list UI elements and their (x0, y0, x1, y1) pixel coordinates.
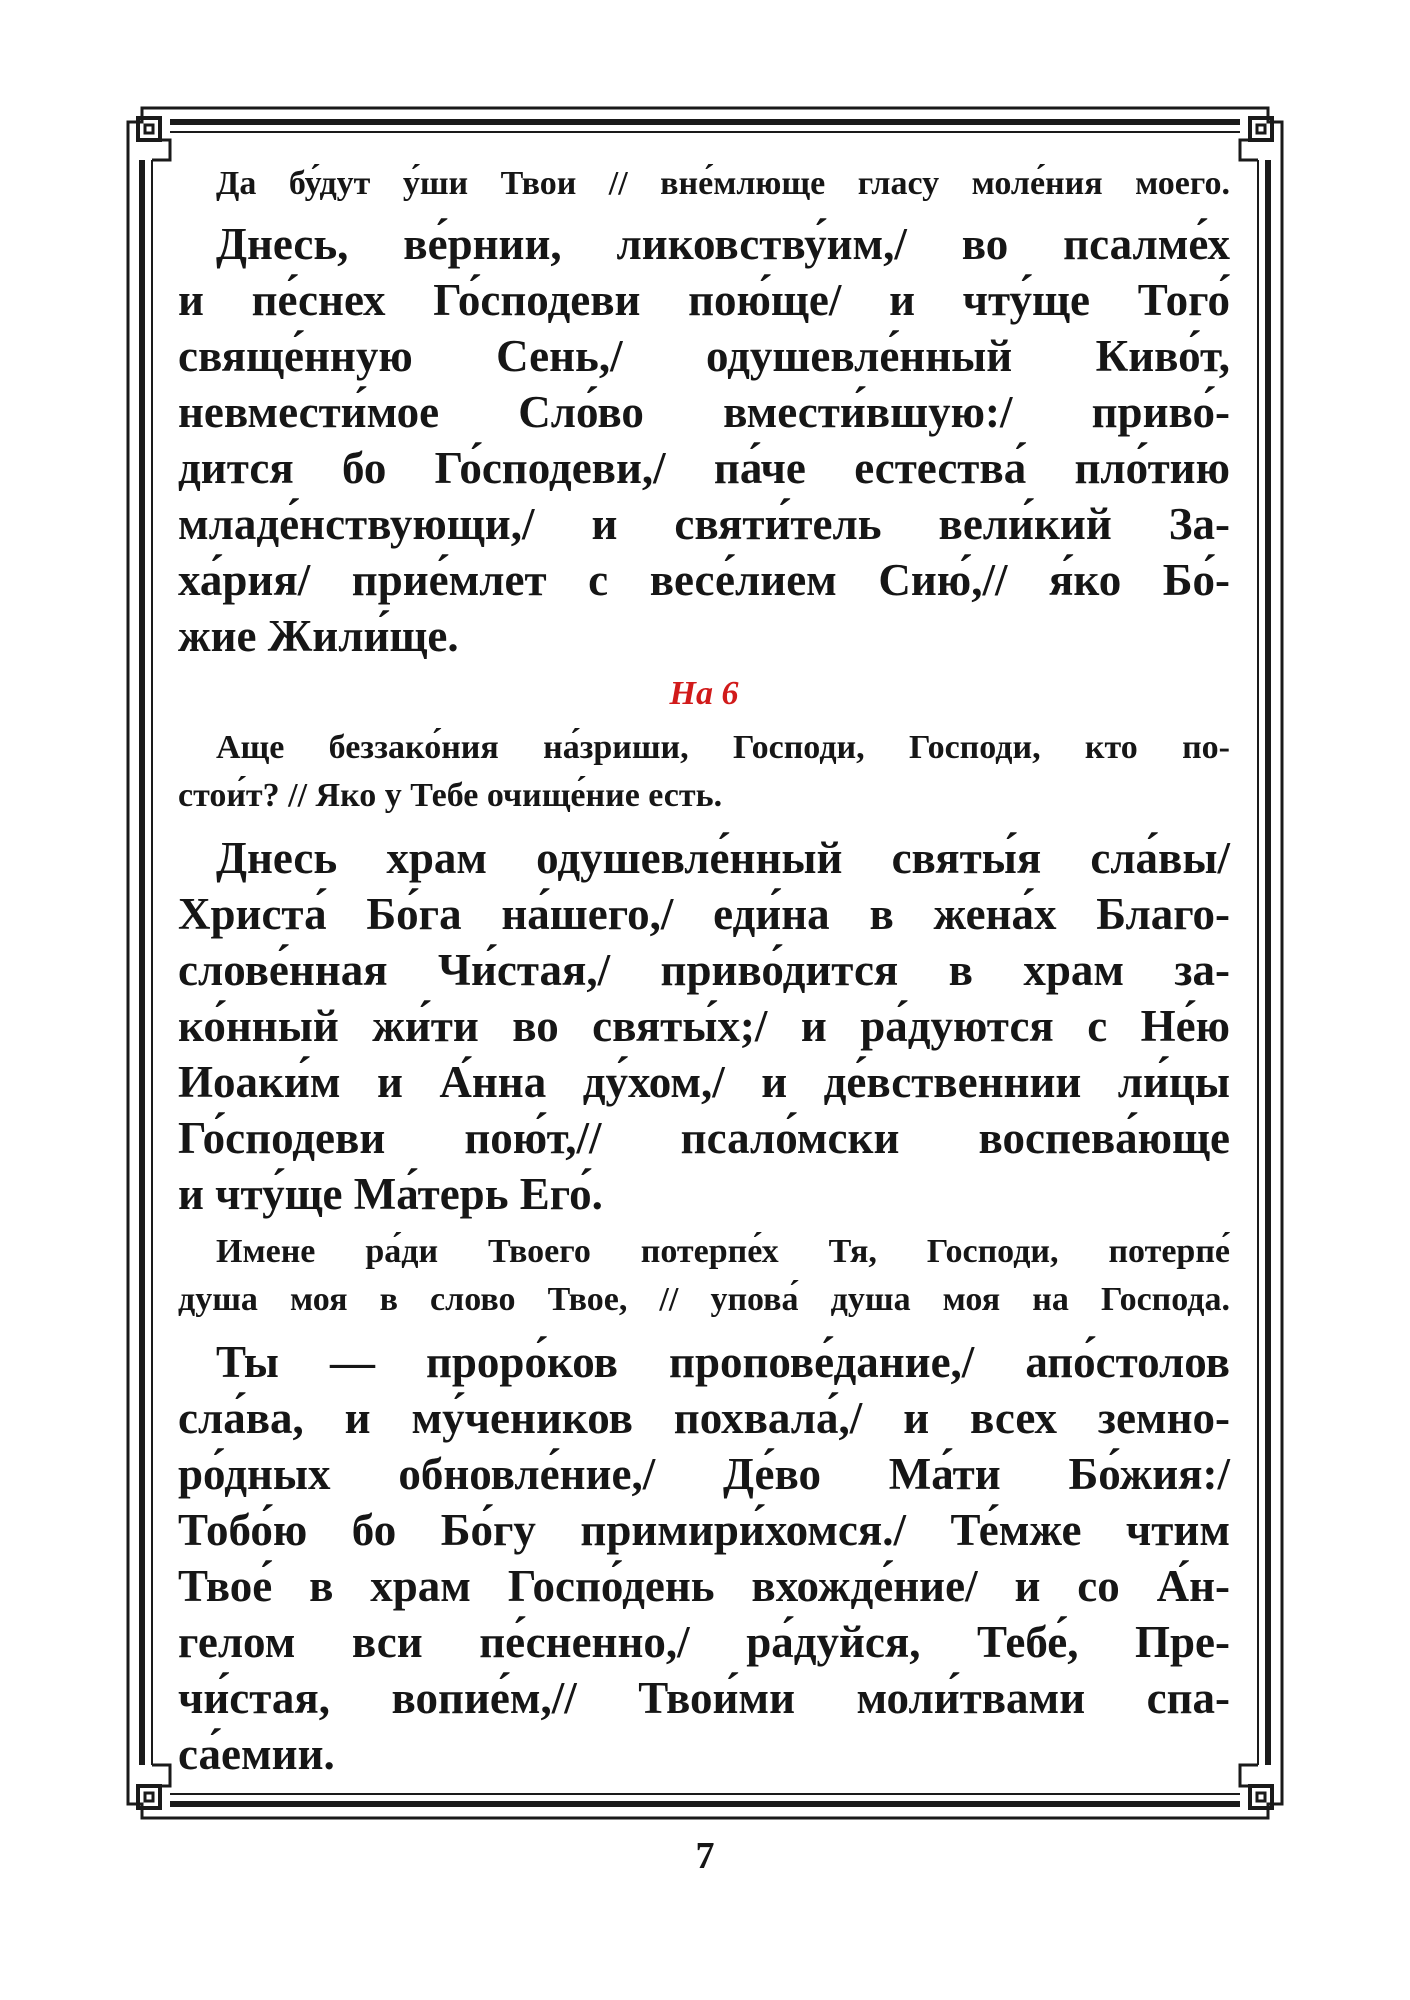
verse-2 (178, 724, 1230, 820)
verse-1 (178, 160, 1230, 208)
sticheron-2 (178, 830, 1230, 1222)
sticheron-line: Днесь храм одушевле́нный святы́я сла́вы/ (216, 833, 1230, 883)
sticheron-line: Тобо́ю бо Бо́гу примири́хомся./ Те́мже чтим (178, 1505, 1230, 1555)
page-text (178, 160, 1230, 1782)
sticheron-line: са́емии. (178, 1729, 335, 1779)
page-number: 7 (695, 1835, 715, 1877)
verse-line: стои́т? // Яко у Тебе очище́ние есть. (178, 777, 723, 814)
sticheron-line: свяще́нную Сень,/ одушевле́нный Киво́т, (178, 331, 1230, 381)
sticheron-line: младе́нствующи,/ и святи́тель вели́кий За- (178, 499, 1230, 549)
sticheron-line: жие Жили́ще. (178, 611, 459, 661)
verse-line: душа моя в слово Твое, // упова́ душа моя на Господа. (178, 1281, 1230, 1318)
sticheron-line: чи́стая, вопие́м,// Твои́ми моли́твами спа- (178, 1673, 1230, 1723)
sticheron-line: Ты — проро́ков пропове́дание,/ апо́столов (216, 1337, 1230, 1387)
sticheron-1 (178, 216, 1230, 664)
sticheron-line: Го́сподеви пою́т,// псало́мски воспева́юще (178, 1113, 1230, 1163)
sticheron-line: сла́ва, и му́чеников похвала́,/ и всех земно- (178, 1393, 1230, 1443)
sticheron-line: Днесь, ве́рнии, ликовству́им,/ во псалме́х (216, 219, 1230, 269)
sticheron-line: слове́нная Чи́стая,/ приво́дится в храм за- (178, 945, 1230, 995)
sticheron-line: ха́рия/ прие́млет с весе́лием Сию́,// я́ко Бо́- (178, 555, 1230, 605)
sticheron-line: Христа́ Бо́га на́шего,/ еди́на в жена́х Благо- (178, 889, 1230, 939)
sticheron-line: Твое́ в храм Госпо́день вхожде́ние/ и со А́н- (178, 1561, 1230, 1611)
sticheron-3 (178, 1334, 1230, 1782)
sticheron-line: ко́нный жи́ти во святы́х;/ и ра́дуются с Не́ю (178, 1001, 1230, 1051)
sticheron-line: и пе́снех Го́сподеви пою́ще/ и чту́ще Того́ (178, 275, 1230, 325)
verse-line: Да бу́дут у́ши Твои // вне́млюще гласу моле́ния моего. (216, 165, 1230, 202)
sticheron-line: гелом вси пе́сненно,/ ра́дуйся, Тебе́, Пре- (178, 1617, 1230, 1667)
sticheron-line: ро́дных обновле́ние,/ Де́во Ма́ти Бо́жия:/ (178, 1449, 1230, 1499)
sticheron-line: и чту́ще Ма́терь Его́. (178, 1169, 603, 1219)
tone-heading: На 6 (669, 675, 739, 712)
verse-line: Аще беззако́ния на́зриши, Господи, Господи, кто по- (216, 729, 1230, 766)
sticheron-line: Иоаки́м и А́нна ду́хом,/ и де́вственнии ли́цы (178, 1057, 1230, 1107)
verse-3 (178, 1228, 1230, 1324)
verse-line: Имене ра́ди Твоего потерпе́х Тя, Господи, потерпе́ (216, 1233, 1230, 1270)
sticheron-line: дится бо Го́сподеви,/ па́че естества́ пло́тию (178, 443, 1230, 493)
sticheron-line: невмести́мое Сло́во вмести́вшую:/ приво́- (178, 387, 1230, 437)
